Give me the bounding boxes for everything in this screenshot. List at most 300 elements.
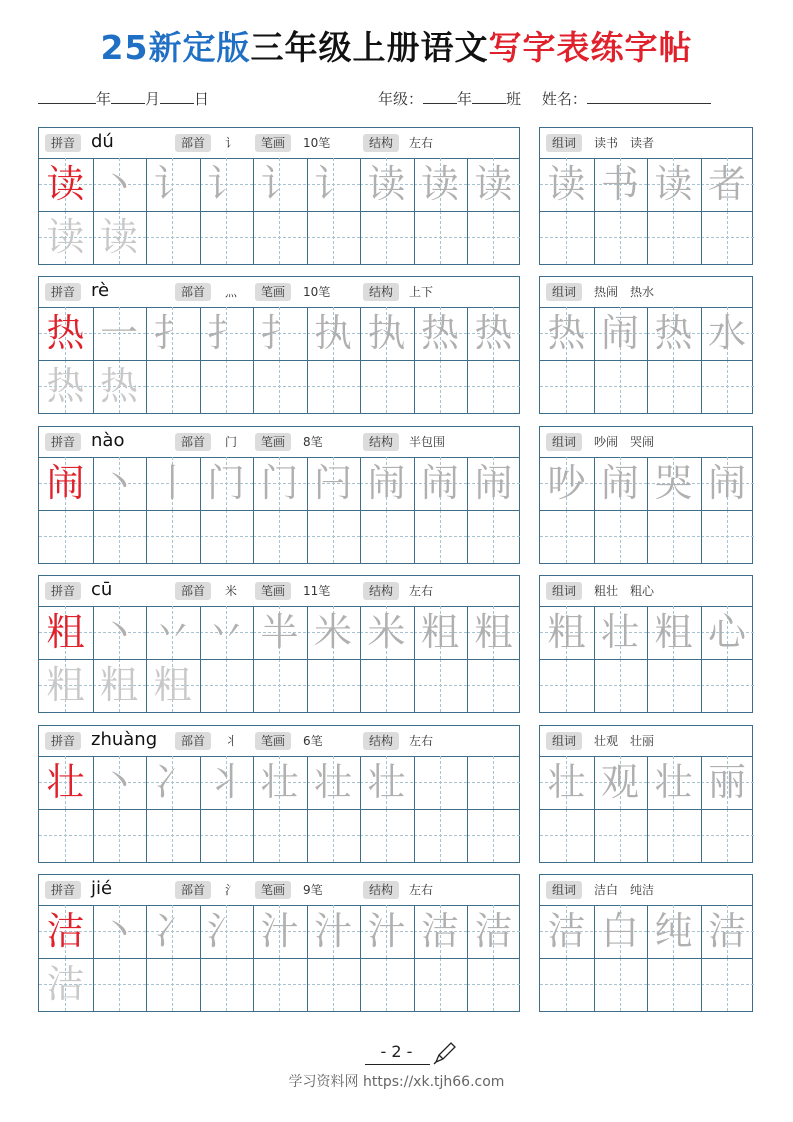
month-label: 月 xyxy=(145,90,161,108)
word-character: 壮 xyxy=(654,760,693,804)
writing-cell[interactable] xyxy=(146,809,199,862)
words-value: 热闹 热水 xyxy=(594,285,655,299)
writing-cell[interactable] xyxy=(307,211,360,264)
writing-cell[interactable] xyxy=(307,756,360,809)
word-cell[interactable] xyxy=(701,158,754,211)
char-info-header xyxy=(39,875,519,906)
word-character: 观 xyxy=(600,760,639,804)
writing-cell[interactable] xyxy=(414,606,467,659)
writing-cell[interactable] xyxy=(360,158,413,211)
day-label: 日 xyxy=(194,90,210,108)
word-character: 吵 xyxy=(547,461,586,505)
word-group-header xyxy=(540,277,752,308)
writing-cell[interactable] xyxy=(414,756,467,809)
writing-cell[interactable] xyxy=(253,457,306,510)
stroke-order-step: 丷 xyxy=(153,610,192,654)
writing-cell[interactable] xyxy=(200,905,253,958)
word-cell[interactable] xyxy=(540,958,593,1011)
strokes-value: 10笔 xyxy=(303,136,331,150)
writing-cell[interactable] xyxy=(360,360,413,413)
word-cell[interactable] xyxy=(701,360,754,413)
writing-cell[interactable] xyxy=(307,307,360,360)
word-cell[interactable] xyxy=(701,659,754,712)
word-cell[interactable] xyxy=(701,457,754,510)
model-character: 热 xyxy=(46,311,85,355)
stroke-order-step: 读 xyxy=(367,162,406,206)
words-label: 组词 xyxy=(546,582,582,600)
stroke-order-step: 门 xyxy=(260,461,299,505)
pinyin-label: 拼音 xyxy=(45,283,81,301)
writing-cell[interactable] xyxy=(307,958,360,1011)
writing-cell[interactable] xyxy=(146,510,199,563)
writing-cell[interactable] xyxy=(39,211,92,264)
structure-value: 左右 xyxy=(409,883,434,897)
class-label: 班 xyxy=(506,90,522,108)
words-label: 组词 xyxy=(546,732,582,750)
pinyin-label: 拼音 xyxy=(45,582,81,600)
strokes-value: 8笔 xyxy=(303,435,323,449)
char-practice-block xyxy=(38,127,520,265)
pinyin-label: 拼音 xyxy=(45,134,81,152)
word-cell[interactable] xyxy=(701,307,754,360)
stroke-order-step: 米 xyxy=(367,610,406,654)
model-character: 闹 xyxy=(46,461,85,505)
writing-cell[interactable] xyxy=(93,756,146,809)
word-cell[interactable] xyxy=(594,307,647,360)
word-cell[interactable] xyxy=(701,905,754,958)
writing-cell[interactable] xyxy=(253,606,306,659)
word-cell[interactable] xyxy=(647,510,700,563)
word-cell[interactable] xyxy=(540,211,593,264)
writing-cell[interactable] xyxy=(253,905,306,958)
writing-cell[interactable] xyxy=(360,659,413,712)
word-cell[interactable] xyxy=(647,659,700,712)
writing-cell[interactable] xyxy=(39,606,92,659)
writing-cell[interactable] xyxy=(200,958,253,1011)
trace-character: 粗 xyxy=(153,663,192,707)
writing-cell[interactable] xyxy=(93,211,146,264)
writing-cell[interactable] xyxy=(200,756,253,809)
writing-cell[interactable] xyxy=(39,158,92,211)
word-cell[interactable] xyxy=(647,307,700,360)
name-blank[interactable] xyxy=(587,89,711,104)
word-cell[interactable] xyxy=(594,756,647,809)
word-group-block xyxy=(539,874,753,1012)
stroke-order-step: 丶 xyxy=(99,162,138,206)
day-blank[interactable] xyxy=(160,89,194,104)
char-info-header xyxy=(39,427,519,458)
writing-cell[interactable] xyxy=(360,457,413,510)
stroke-order-step: 闩 xyxy=(313,461,352,505)
writing-cell[interactable] xyxy=(414,360,467,413)
stroke-order-step: 粗 xyxy=(474,610,513,654)
writing-cell[interactable] xyxy=(253,307,306,360)
trace-character: 洁 xyxy=(46,962,85,1006)
word-group-header xyxy=(540,576,752,607)
grade-blank[interactable] xyxy=(423,89,457,104)
writing-cell[interactable] xyxy=(360,510,413,563)
writing-cell[interactable] xyxy=(360,756,413,809)
strokes-label: 笔画 xyxy=(255,134,291,152)
month-blank[interactable] xyxy=(111,89,145,104)
char-practice-block xyxy=(38,426,520,564)
word-cell[interactable] xyxy=(594,659,647,712)
page-number-underline xyxy=(365,1064,430,1065)
word-cell[interactable] xyxy=(594,510,647,563)
pinyin-label: 拼音 xyxy=(45,881,81,899)
word-cell[interactable] xyxy=(701,958,754,1011)
writing-cell[interactable] xyxy=(93,958,146,1011)
radical-value: 氵 xyxy=(225,883,238,897)
word-group-block xyxy=(539,276,753,414)
writing-cell[interactable] xyxy=(307,158,360,211)
stroke-order-step: 读 xyxy=(474,162,513,206)
char-practice-block xyxy=(38,874,520,1012)
word-cell[interactable] xyxy=(540,809,593,862)
word-cell[interactable] xyxy=(540,756,593,809)
writing-cell[interactable] xyxy=(253,211,306,264)
writing-cell[interactable] xyxy=(467,958,520,1011)
stroke-order-step: 闹 xyxy=(367,461,406,505)
word-cell[interactable] xyxy=(701,211,754,264)
trace-character: 热 xyxy=(99,364,138,408)
writing-cell[interactable] xyxy=(146,659,199,712)
grade-year-label: 年 xyxy=(457,90,473,108)
writing-cell[interactable] xyxy=(307,510,360,563)
writing-cell[interactable] xyxy=(253,659,306,712)
word-cell[interactable] xyxy=(540,307,593,360)
word-character: 水 xyxy=(707,311,746,355)
word-cell[interactable] xyxy=(540,606,593,659)
writing-cell[interactable] xyxy=(146,307,199,360)
writing-cell[interactable] xyxy=(93,659,146,712)
writing-cell[interactable] xyxy=(93,905,146,958)
stroke-order-step: 氵 xyxy=(206,909,245,953)
word-cell[interactable] xyxy=(540,457,593,510)
writing-cell[interactable] xyxy=(39,809,92,862)
writing-cell[interactable] xyxy=(93,809,146,862)
student-fields xyxy=(378,88,711,109)
word-cell[interactable] xyxy=(647,809,700,862)
word-character: 心 xyxy=(707,610,746,654)
grade-label: 年级： xyxy=(378,90,424,108)
stroke-order-step: 执 xyxy=(313,311,352,355)
writing-cell[interactable] xyxy=(360,606,413,659)
writing-cell[interactable] xyxy=(253,158,306,211)
word-group-header xyxy=(540,726,752,757)
word-cell[interactable] xyxy=(647,158,700,211)
stroke-order-step: 热 xyxy=(474,311,513,355)
word-character: 闹 xyxy=(707,461,746,505)
word-cell[interactable] xyxy=(540,158,593,211)
word-group-block xyxy=(539,725,753,863)
stroke-order-step: 讠 xyxy=(153,162,192,206)
writing-cell[interactable] xyxy=(414,905,467,958)
radical-value: 讠 xyxy=(225,136,238,150)
writing-cell[interactable] xyxy=(414,809,467,862)
structure-label: 结构 xyxy=(363,582,399,600)
writing-cell[interactable] xyxy=(146,360,199,413)
writing-cell[interactable] xyxy=(360,905,413,958)
char-info-header xyxy=(39,128,519,159)
word-cell[interactable] xyxy=(540,510,593,563)
structure-value: 半包围 xyxy=(409,435,446,449)
writing-cell[interactable] xyxy=(146,457,199,510)
writing-cell[interactable] xyxy=(146,158,199,211)
writing-cell[interactable] xyxy=(93,158,146,211)
writing-cell[interactable] xyxy=(360,307,413,360)
writing-cell[interactable] xyxy=(467,360,520,413)
stroke-order-step: 闹 xyxy=(420,461,459,505)
writing-cell[interactable] xyxy=(146,905,199,958)
writing-cell[interactable] xyxy=(307,457,360,510)
word-character: 丽 xyxy=(707,760,746,804)
trace-character: 读 xyxy=(46,215,85,259)
writing-cell[interactable] xyxy=(146,211,199,264)
pinyin-value: rè xyxy=(91,280,110,301)
word-character: 热 xyxy=(547,311,586,355)
strokes-value: 6笔 xyxy=(303,734,323,748)
radical-value: 门 xyxy=(225,435,238,449)
word-cell[interactable] xyxy=(647,958,700,1011)
writing-cell[interactable] xyxy=(200,457,253,510)
words-value: 读书 读者 xyxy=(594,136,655,150)
writing-cell[interactable] xyxy=(39,756,92,809)
date-fields xyxy=(38,88,209,109)
writing-cell[interactable] xyxy=(414,510,467,563)
structure-value: 左右 xyxy=(409,584,434,598)
writing-cell[interactable] xyxy=(253,756,306,809)
word-cell[interactable] xyxy=(594,211,647,264)
strokes-label: 笔画 xyxy=(255,283,291,301)
writing-cell[interactable] xyxy=(93,307,146,360)
writing-cell[interactable] xyxy=(467,809,520,862)
word-cell[interactable] xyxy=(647,905,700,958)
word-cell[interactable] xyxy=(647,360,700,413)
words-label: 组词 xyxy=(546,881,582,899)
stroke-order-step: 粗 xyxy=(420,610,459,654)
writing-cell[interactable] xyxy=(39,659,92,712)
structure-label: 结构 xyxy=(363,732,399,750)
writing-cell[interactable] xyxy=(414,457,467,510)
trace-character: 读 xyxy=(99,215,138,259)
word-group-block xyxy=(539,127,753,265)
writing-cell[interactable] xyxy=(467,756,520,809)
class-blank[interactable] xyxy=(472,89,506,104)
writing-cell[interactable] xyxy=(146,756,199,809)
word-character: 读 xyxy=(547,162,586,206)
writing-cell[interactable] xyxy=(360,958,413,1011)
word-cell[interactable] xyxy=(594,606,647,659)
writing-cell[interactable] xyxy=(467,307,520,360)
words-label: 组词 xyxy=(546,283,582,301)
writing-cell[interactable] xyxy=(307,606,360,659)
writing-cell[interactable] xyxy=(200,659,253,712)
writing-cell[interactable] xyxy=(200,158,253,211)
writing-cell[interactable] xyxy=(467,606,520,659)
word-cell[interactable] xyxy=(594,905,647,958)
strokes-label: 笔画 xyxy=(255,433,291,451)
writing-cell[interactable] xyxy=(467,211,520,264)
words-value: 洁白 纯洁 xyxy=(594,883,655,897)
stroke-order-step: 讠 xyxy=(313,162,352,206)
stroke-order-step: 丬 xyxy=(206,760,245,804)
strokes-value: 9笔 xyxy=(303,883,323,897)
radical-label: 部首 xyxy=(175,881,211,899)
writing-cell[interactable] xyxy=(200,360,253,413)
writing-cell[interactable] xyxy=(414,958,467,1011)
word-character: 洁 xyxy=(707,909,746,953)
radical-label: 部首 xyxy=(175,433,211,451)
word-cell[interactable] xyxy=(647,211,700,264)
word-character: 洁 xyxy=(547,909,586,953)
structure-label: 结构 xyxy=(363,881,399,899)
word-cell[interactable] xyxy=(540,659,593,712)
radical-value: 丬 xyxy=(225,734,238,748)
writing-cell[interactable] xyxy=(200,211,253,264)
writing-cell[interactable] xyxy=(253,360,306,413)
char-practice-block xyxy=(38,725,520,863)
writing-cell[interactable] xyxy=(467,510,520,563)
writing-cell[interactable] xyxy=(200,606,253,659)
writing-cell[interactable] xyxy=(253,958,306,1011)
trace-character: 热 xyxy=(46,364,85,408)
structure-value: 上下 xyxy=(409,285,434,299)
writing-cell[interactable] xyxy=(39,360,92,413)
structure-label: 结构 xyxy=(363,433,399,451)
word-character: 者 xyxy=(707,162,746,206)
pinyin-value: jié xyxy=(91,878,113,899)
word-group-header xyxy=(540,427,752,458)
word-character: 白 xyxy=(600,909,639,953)
writing-cell[interactable] xyxy=(414,211,467,264)
radical-label: 部首 xyxy=(175,134,211,152)
word-cell[interactable] xyxy=(701,606,754,659)
writing-cell[interactable] xyxy=(146,958,199,1011)
writing-cell[interactable] xyxy=(200,510,253,563)
writing-cell[interactable] xyxy=(93,360,146,413)
stroke-order-step: 扌 xyxy=(153,311,192,355)
writing-cell[interactable] xyxy=(200,809,253,862)
title-part-2: 三年级上册语文 xyxy=(250,28,489,67)
stroke-order-step: 热 xyxy=(420,311,459,355)
word-cell[interactable] xyxy=(701,756,754,809)
word-character: 哭 xyxy=(654,461,693,505)
writing-cell[interactable] xyxy=(39,307,92,360)
model-character: 粗 xyxy=(46,610,85,654)
writing-cell[interactable] xyxy=(39,905,92,958)
stroke-order-step: 汁 xyxy=(313,909,352,953)
word-cell[interactable] xyxy=(540,360,593,413)
model-character: 壮 xyxy=(46,760,85,804)
stroke-order-step: 冫 xyxy=(153,909,192,953)
stroke-order-step: 讠 xyxy=(206,162,245,206)
pinyin-label: 拼音 xyxy=(45,732,81,750)
stroke-order-step: 洁 xyxy=(420,909,459,953)
writing-cell[interactable] xyxy=(39,457,92,510)
word-group-header xyxy=(540,875,752,906)
word-cell[interactable] xyxy=(594,958,647,1011)
writing-cell[interactable] xyxy=(307,360,360,413)
writing-cell[interactable] xyxy=(39,510,92,563)
writing-cell[interactable] xyxy=(146,606,199,659)
writing-cell[interactable] xyxy=(414,307,467,360)
word-cell[interactable] xyxy=(647,756,700,809)
word-group-block xyxy=(539,426,753,564)
writing-cell[interactable] xyxy=(307,905,360,958)
words-value: 粗壮 粗心 xyxy=(594,584,655,598)
writing-cell[interactable] xyxy=(360,211,413,264)
writing-cell[interactable] xyxy=(200,307,253,360)
writing-cell[interactable] xyxy=(39,958,92,1011)
radical-value: 灬 xyxy=(225,285,238,299)
word-group-header xyxy=(540,128,752,159)
stroke-order-step: 门 xyxy=(206,461,245,505)
title-part-3: 写字表练字帖 xyxy=(488,28,693,67)
words-value: 吵闹 哭闹 xyxy=(594,435,655,449)
radical-label: 部首 xyxy=(175,283,211,301)
writing-cell[interactable] xyxy=(307,659,360,712)
model-character: 读 xyxy=(46,162,85,206)
stroke-order-step: 冫 xyxy=(153,760,192,804)
pinyin-value: dú xyxy=(91,131,114,152)
stroke-order-step: 洁 xyxy=(474,909,513,953)
writing-cell[interactable] xyxy=(360,809,413,862)
writing-cell[interactable] xyxy=(467,659,520,712)
writing-cell[interactable] xyxy=(93,606,146,659)
writing-cell[interactable] xyxy=(414,659,467,712)
strokes-label: 笔画 xyxy=(255,582,291,600)
word-cell[interactable] xyxy=(594,360,647,413)
word-cell[interactable] xyxy=(594,457,647,510)
year-blank[interactable] xyxy=(38,89,96,104)
word-cell[interactable] xyxy=(594,809,647,862)
stroke-order-step: 扌 xyxy=(206,311,245,355)
word-group-block xyxy=(539,575,753,713)
trace-character: 粗 xyxy=(46,663,85,707)
word-character: 壮 xyxy=(547,760,586,804)
writing-cell[interactable] xyxy=(93,510,146,563)
writing-cell[interactable] xyxy=(253,809,306,862)
word-cell[interactable] xyxy=(540,905,593,958)
radical-value: 米 xyxy=(225,584,238,598)
char-info-header xyxy=(39,277,519,308)
pinyin-value: zhuàng xyxy=(91,729,158,750)
radical-label: 部首 xyxy=(175,582,211,600)
writing-cell[interactable] xyxy=(467,457,520,510)
word-cell[interactable] xyxy=(647,457,700,510)
word-character: 粗 xyxy=(654,610,693,654)
word-character: 壮 xyxy=(600,610,639,654)
writing-cell[interactable] xyxy=(467,905,520,958)
word-cell[interactable] xyxy=(701,510,754,563)
writing-cell[interactable] xyxy=(414,158,467,211)
stroke-order-step: 汁 xyxy=(367,909,406,953)
writing-cell[interactable] xyxy=(467,158,520,211)
structure-label: 结构 xyxy=(363,134,399,152)
radical-label: 部首 xyxy=(175,732,211,750)
word-cell[interactable] xyxy=(594,158,647,211)
stroke-order-step: 扌 xyxy=(260,311,299,355)
stroke-order-step: 丷 xyxy=(206,610,245,654)
writing-cell[interactable] xyxy=(307,809,360,862)
word-cell[interactable] xyxy=(701,809,754,862)
stroke-order-step: 读 xyxy=(420,162,459,206)
strokes-label: 笔画 xyxy=(255,732,291,750)
writing-cell[interactable] xyxy=(93,457,146,510)
writing-cell[interactable] xyxy=(253,510,306,563)
word-cell[interactable] xyxy=(647,606,700,659)
